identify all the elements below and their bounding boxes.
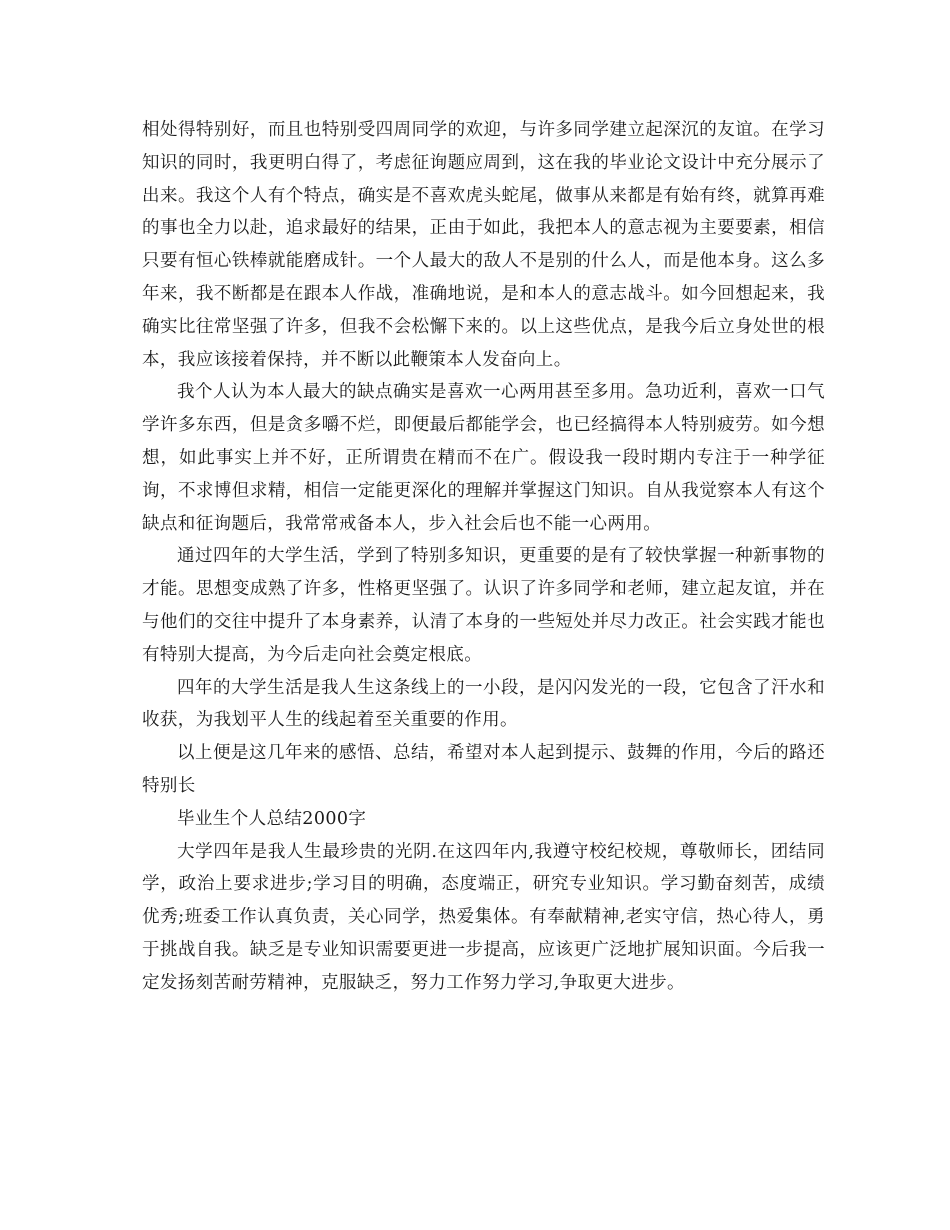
paragraph-strengths-continued: 相处得特别好，而且也特别受四周同学的欢迎，与许多同学建立起深沉的友谊。在学习知识的同时，我更明白得了，考虑征询题应周到，这在我的毕业论文设计中充分展示了出来。我这个人有个特点，确实是不喜欢虎头蛇尾，做事从来都是有始有终，就算再难的事也全力以赴，追求最好的结果，正由于如此，我把本人的意志视为主要要素，相信只要有恒心铁棒就能磨成针。一个人最大的敌人不是别的什么人，而是他本身。这么多年来，我不断都是在跟本人作战，准确地说，是和本人的意志战斗。如今回想起来，我确实比往常坚强了许多，但我不会松懈下来的。以上这些优点，是我今后立身处世的根本，我应该接着保持，并不断以此鞭策本人发奋向上。 (142, 120, 825, 370)
paragraph-university-summary: 大学四年是我人生最珍贵的光阴.在这四年内,我遵守校纪校规，尊敬师长，团结同学，政治上要求进步;学习目的明确，态度端正，研究专业知识。学习勤奋刻苦，成绩优秀;班委工作认真负责，关心同学，热爱集体。有奉献精神,老实守信，热心待人，勇于挑战自我。缺乏是专业知识需要更进一步提高，应该更广泛地扩展知识面。今后我一定发扬刻苦耐劳精神，克服缺乏，努力工作努力学习,争取更大进步。 (142, 841, 825, 993)
paragraph-four-years-gains: 通过四年的大学生活，学到了特别多知识，更重要的是有了较快掌握一种新事物的才能。思想变成熟了许多，性格更坚强了。认识了许多同学和老师，建立起友谊，并在与他们的交往中提升了本身素养，认清了本身的一些短处并尽力改正。社会实践才能也有特别大提高，为今后走向社会奠定根底。 (142, 546, 825, 665)
section-heading: 毕业生个人总结2000字 (177, 808, 367, 829)
paragraph-shortcomings: 我个人认为本人最大的缺点确实是喜欢一心两用甚至多用。急功近利，喜欢一口气学许多东西，但是贪多嚼不烂，即便最后都能学会，也已经搞得本人特别疲劳。如今想想，如此事实上并不好，正所谓贵在精而不在广。假设我一段时期内专注于一种学征询，不求博但求精，相信一定能更深化的理解并掌握这门知识。自从我觉察本人有这个缺点和征询题后，我常常戒备本人，步入社会后也不能一心两用。 (142, 382, 825, 534)
paragraph-life-segment: 四年的大学生活是我人生这条线上的一小段，是闪闪发光的一段，它包含了汗水和收获，为我划平人生的线起着至关重要的作用。 (142, 677, 825, 731)
paragraph-closing-reflection: 以上便是这几年来的感悟、总结，希望对本人起到提示、鼓舞的作用，今后的路还特别长 (142, 743, 825, 796)
document-body (142, 114, 825, 1000)
